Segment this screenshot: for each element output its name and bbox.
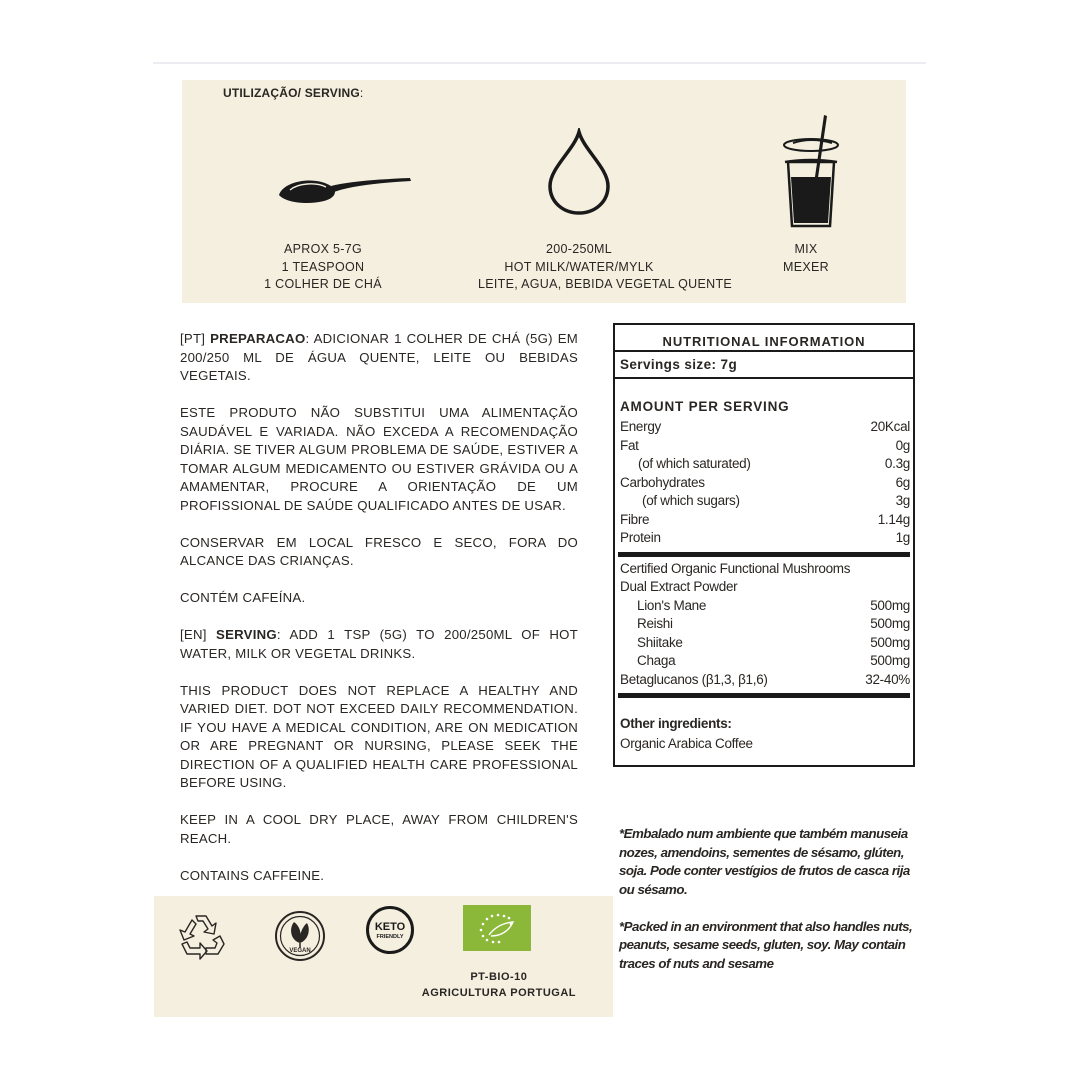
instructions-column (180, 330, 578, 904)
mushroom-row-reishi: Reishi 500mg (637, 616, 910, 631)
nutrient-row-fat: Fat 0g (620, 437, 910, 453)
nutrient-row-fibre: Fibre 1.14g (620, 511, 910, 527)
en-caffeine: CONTAINS CAFFEINE. (180, 867, 325, 883)
keto-badge-icon (365, 905, 415, 955)
betaglucans-row: Betaglucanos (β1,3, β1,6) 32-40% (620, 671, 910, 687)
serving-size: Servings size: 7g (615, 352, 913, 379)
other-ingredients-text: Organic Arabica Coffee (620, 736, 753, 751)
step-caption-liquid: 200-250ML HOT MILK/WATER/MYLK LEITE, AGUA, BEBIDA VEGETAL QUENTE (478, 242, 733, 291)
mushroom-title-2: Dual Extract Powder (620, 579, 738, 594)
vegan-badge-text: VEGAN (289, 948, 311, 954)
mushroom-row-shiitake: Shiitake 500mg (637, 634, 910, 650)
serving-panel (182, 80, 906, 303)
serving-title: UTILIZAÇÃO/ SERVING: (223, 86, 364, 100)
nutrition-header: NUTRITIONAL INFORMATION (615, 325, 913, 352)
stirring-glass-icon (780, 112, 842, 230)
en-storage: KEEP IN A COOL DRY PLACE, AWAY FROM CHILDREN'S REACH. (180, 812, 578, 846)
step-caption-amount: APROX 5-7G 1 TEASPOON 1 COLHER DE CHÁ (264, 242, 382, 291)
eu-organic-leaf-icon (463, 905, 531, 951)
pt-storage: CONSERVAR EM LOCAL FRESCO E SECO, FORA DO ALCANCE DAS CRIANÇAS. (180, 534, 578, 568)
organic-certification-text: PT-BIO-10 AGRICULTURA PORTUGAL (421, 971, 576, 999)
step-caption-mix: MIX MEXER (783, 242, 829, 274)
vegan-badge-icon (274, 910, 326, 962)
pt-preparation: [PT] PREPARACAO: ADICIONAR 1 COLHER DE CHÁ (5G) EM 200/250 ML DE ÁGUA QUENTE, LEITE OU BEBIDAS VEGETAIS. (180, 331, 578, 383)
mushroom-row-lions-mane: Lion's Mane 500mg (637, 597, 910, 613)
pt-warning: ESTE PRODUTO NÃO SUBSTITUI UMA ALIMENTAÇÃO SAUDÁVEL E VARIADA. NÃO EXCEDA A RECOMENDAÇÃO DIÁRIA. SE TIVER ALGUM PROBLEMA DE SAÚDE, ESTIVER A TOMAR ALGUM MEDICAMENTO OU ESTIVER GRÁVIDA OU A AMAMENTAR, PROCURE A ORIENTAÇÃO DE UM PROFISSIONAL DE SAÚDE QUALIFICADO ANTES DE USAR. (180, 405, 578, 513)
nutrient-row-energy: Energy 20Kcal (620, 419, 910, 434)
spoon-icon (276, 170, 416, 215)
certifications-panel (154, 896, 613, 1017)
recycle-icon (176, 912, 226, 960)
amount-per-serving-title: AMOUNT PER SERVING (620, 399, 790, 414)
nutrient-row-carbohydrates: Carbohydrates 6g (620, 474, 910, 490)
pt-caffeine: CONTÉM CAFEÍNA. (180, 590, 306, 605)
mushroom-title-1: Certified Organic Functional Mushrooms (620, 560, 851, 576)
keto-badge-line2: FRIENDLY (376, 934, 404, 940)
nutrient-row-saturated: (of which saturated) 0.3g (638, 456, 910, 471)
nutrient-row-protein: Protein 1g (620, 530, 910, 545)
mushroom-row-chaga: Chaga 500mg (637, 653, 910, 668)
nutrition-table (613, 323, 915, 767)
table-divider (618, 693, 910, 698)
table-divider (618, 552, 910, 557)
nutrient-row-sugars: (of which sugars) 3g (642, 493, 910, 508)
other-ingredients-title: Other ingredients: (620, 716, 732, 731)
en-serving: [EN] SERVING: ADD 1 TSP (5G) TO 200/250ML OF HOT WATER, MILK OR VEGETAL DRINKS. (180, 627, 578, 661)
allergen-note-en: *Packed in an environment that also handles nuts, peanuts, sesame seeds, gluten, soy. May contain traces of nuts and sesame (619, 918, 913, 971)
drop-icon (546, 128, 612, 216)
keto-badge-line1: KETO (374, 921, 406, 933)
allergen-notes (619, 825, 924, 992)
allergen-note-pt: *Embalado num ambiente que também manuseia nozes, amendoins, sementes de sésamo, glúten, soja. Pode conter vestígios de frutos de casca rija ou sésamo. (619, 826, 910, 897)
en-warning: THIS PRODUCT DOES NOT REPLACE A HEALTHY AND VARIED DIET. DOT NOT EXCEED DAILY RECOMMENDATION. IF YOU HAVE A MEDICAL CONDITION, ARE ON MEDICATION OR ARE PREGNANT OR NURSING, PLEASE SEEK THE DIRECTION OF A QUALIFIED HEALTH CARE PROFESSIONAL BEFORE USING. (180, 682, 578, 790)
top-divider (153, 62, 926, 64)
